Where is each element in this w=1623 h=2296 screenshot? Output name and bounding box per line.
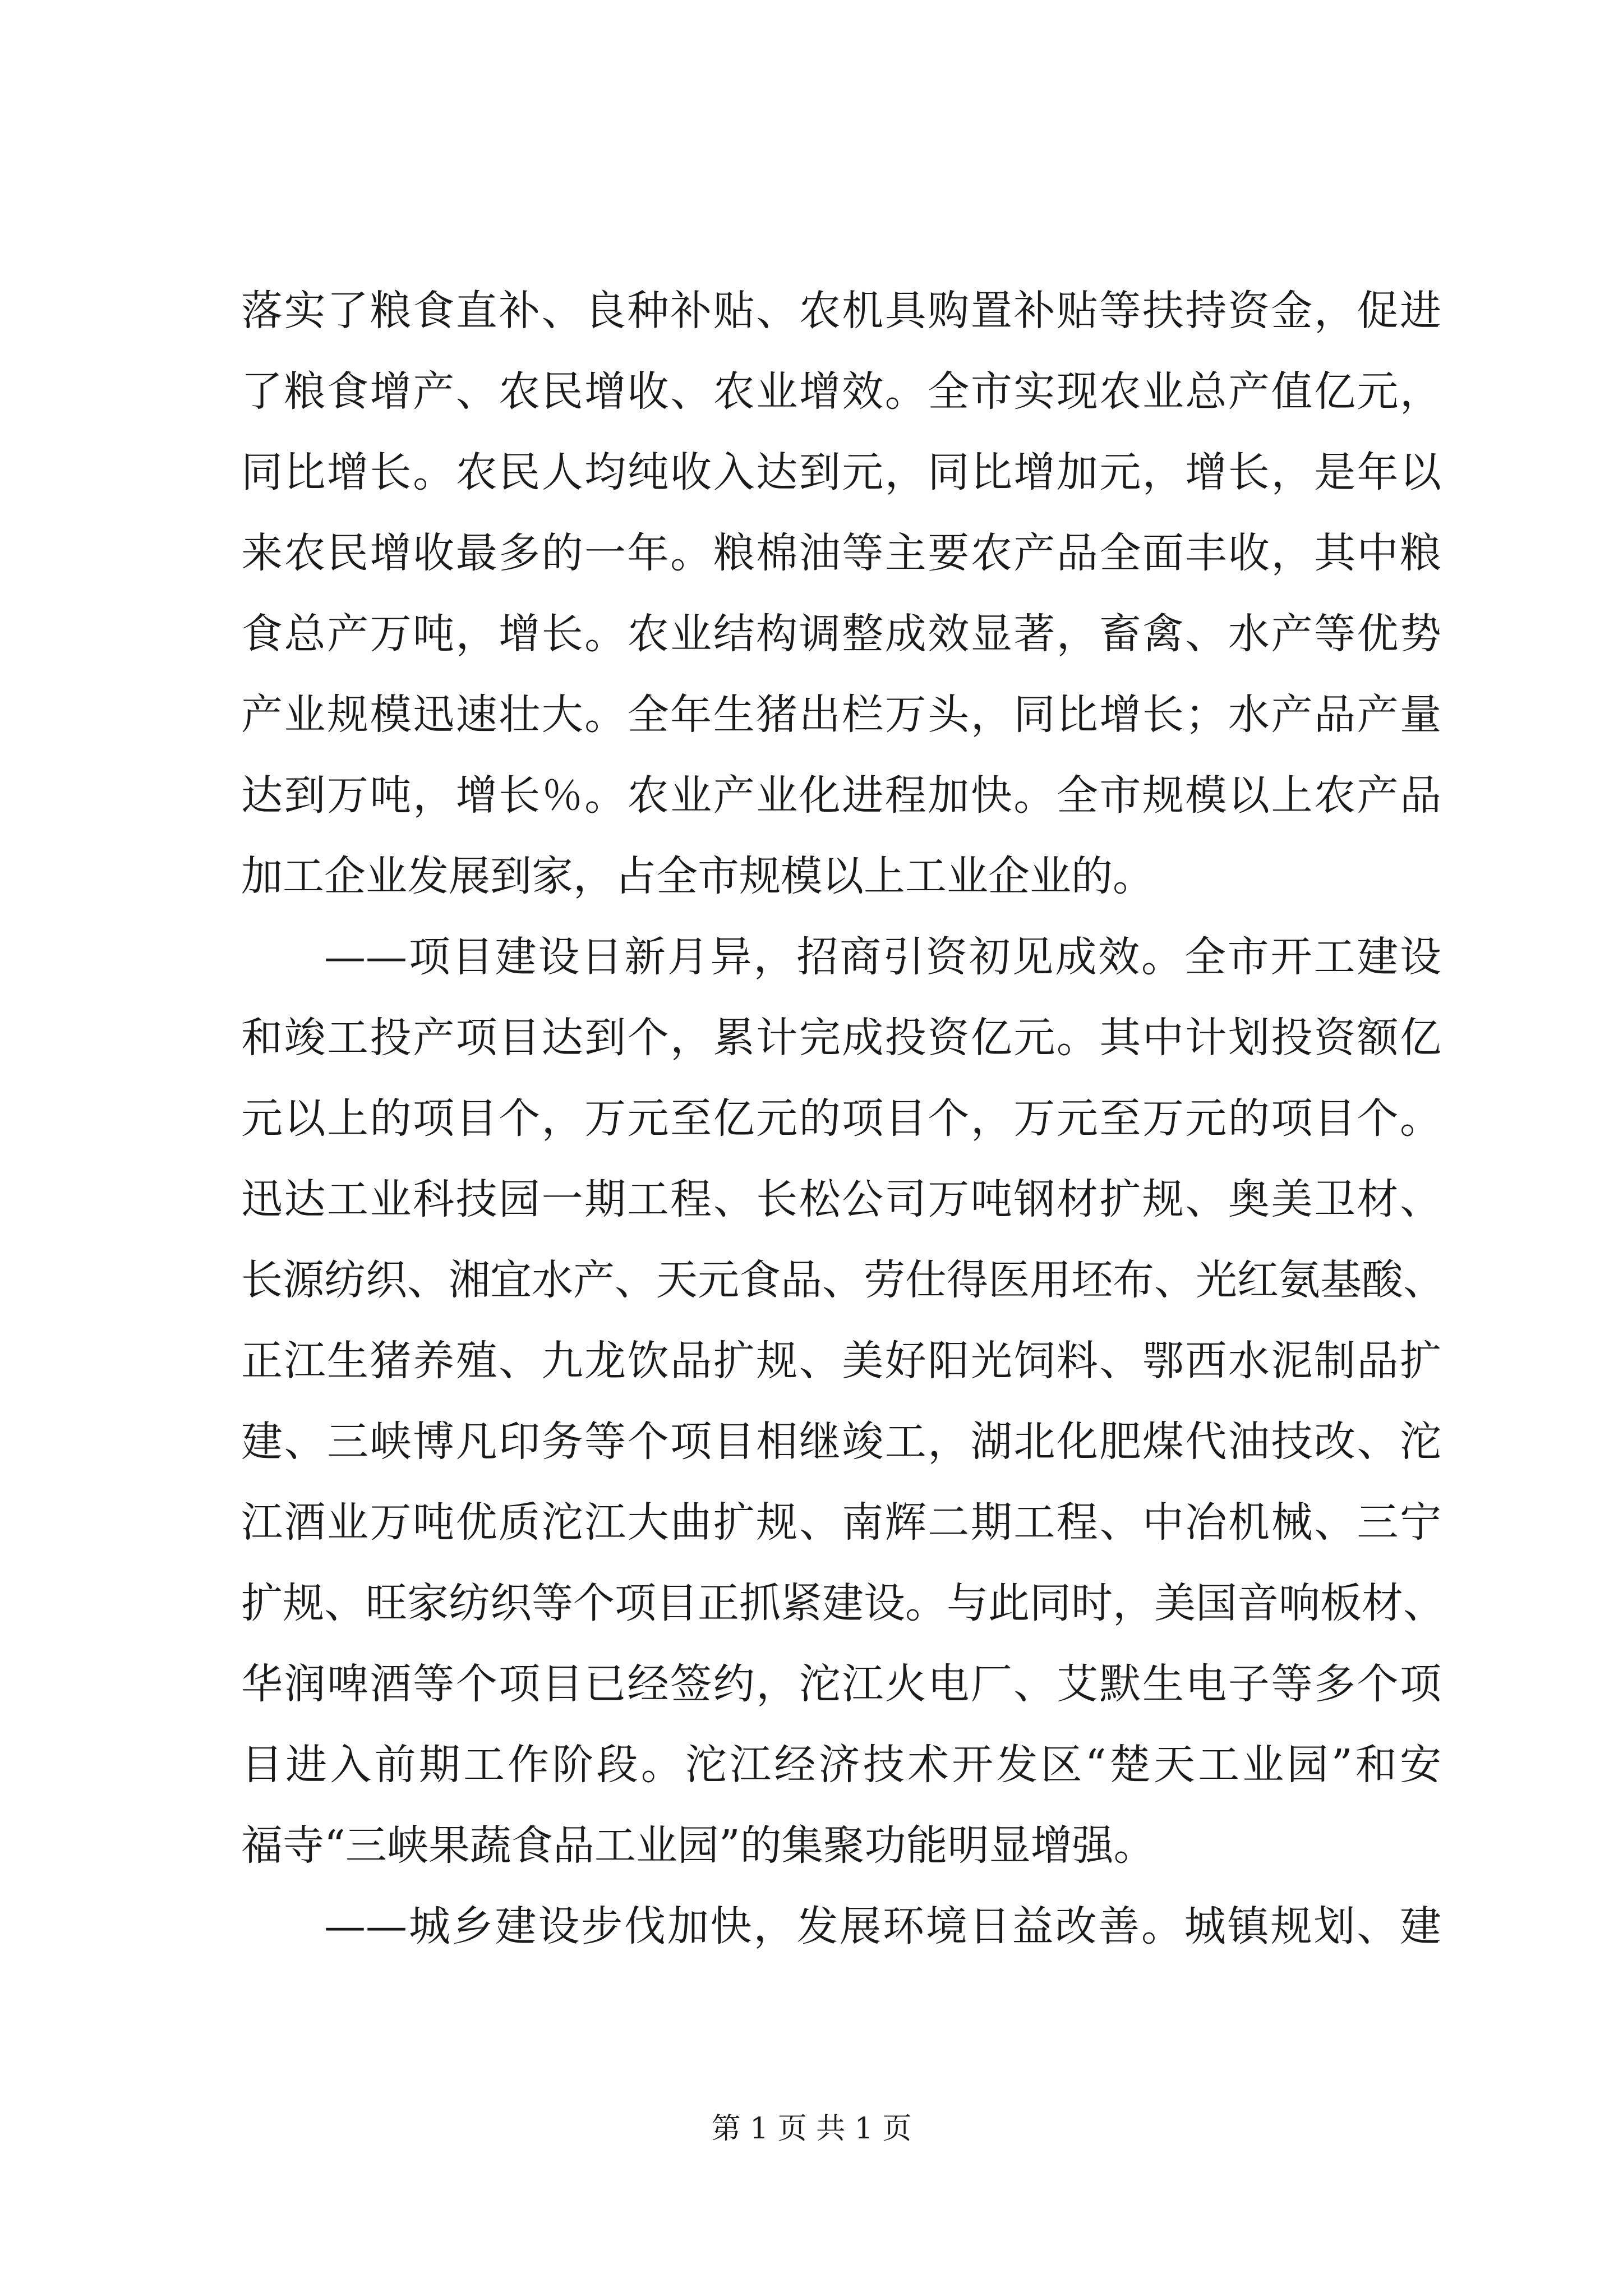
text-line: 建、三峡博凡印务等个项目相继竣工，湖北化肥煤代油技改、沱 [241,1418,1441,1466]
text-line: 正江生猪养殖、九龙饮品扩规、美好阳光饲料、鄂西水泥制品扩 [241,1337,1441,1385]
page-footer: 第 1 页 共 1 页 [711,2112,912,2146]
text-line: 了粮食增产、农民增收、农业增效。全市实现农业总产值亿元， [241,367,1441,416]
text-line: 产业规模迅速壮大。全年生猪出栏万头，同比增长；水产品产量 [241,691,1441,739]
text-line: 落实了粮食直补、良种补贴、农机具购置补贴等扶持资金，促进 [241,287,1441,335]
text-line: 同比增长。农民人均纯收入达到元，同比增加元，增长，是年以 [241,448,1441,496]
text-line: 福寺“三峡果蔬食品工业园”的集聚功能明显增强。 [241,1821,1155,1870]
text-line: 华润啤酒等个项目已经签约，沱江火电厂、艾默生电子等多个项 [241,1660,1441,1708]
text-line: 江酒业万吨优质沱江大曲扩规、南辉二期工程、中冶机械、三宁 [241,1498,1441,1547]
text-line: ——项目建设日新月异，招商引资初见成效。全市开工建设 [324,933,1441,981]
text-line: 来农民增收最多的一年。粮棉油等主要农产品全面丰收，其中粮 [241,529,1441,577]
body-text [241,270,1445,1967]
text-line: 元以上的项目个，万元至亿元的项目个，万元至万元的项目个。 [241,1094,1441,1143]
text-line: 迅达工业科技园一期工程、长松公司万吨钢材扩规、奥美卫材、 [241,1175,1441,1223]
text-line: 达到万吨，增长％。农业产业化进程加快。全市规模以上农产品 [241,771,1441,820]
text-line: 扩规、旺家纺织等个项目正抓紧建设。与此同时，美国音响板材、 [241,1579,1445,1627]
text-line: 加工企业发展到家，占全市规模以上工业企业的。 [241,852,1154,900]
text-line: 和竣工投产项目达到个，累计完成投资亿元。其中计划投资额亿 [241,1014,1441,1062]
text-line: ——城乡建设步伐加快，发展环境日益改善。城镇规划、建 [324,1902,1441,1950]
text-line: 目进入前期工作阶段。沱江经济技术开发区“楚天工业园”和安 [241,1741,1441,1789]
text-line: 长源纺织、湘宜水产、天元食品、劳仕得医用坯布、光红氨基酸、 [241,1256,1445,1304]
text-line: 食总产万吨，增长。农业结构调整成效显著，畜禽、水产等优势 [241,610,1441,658]
